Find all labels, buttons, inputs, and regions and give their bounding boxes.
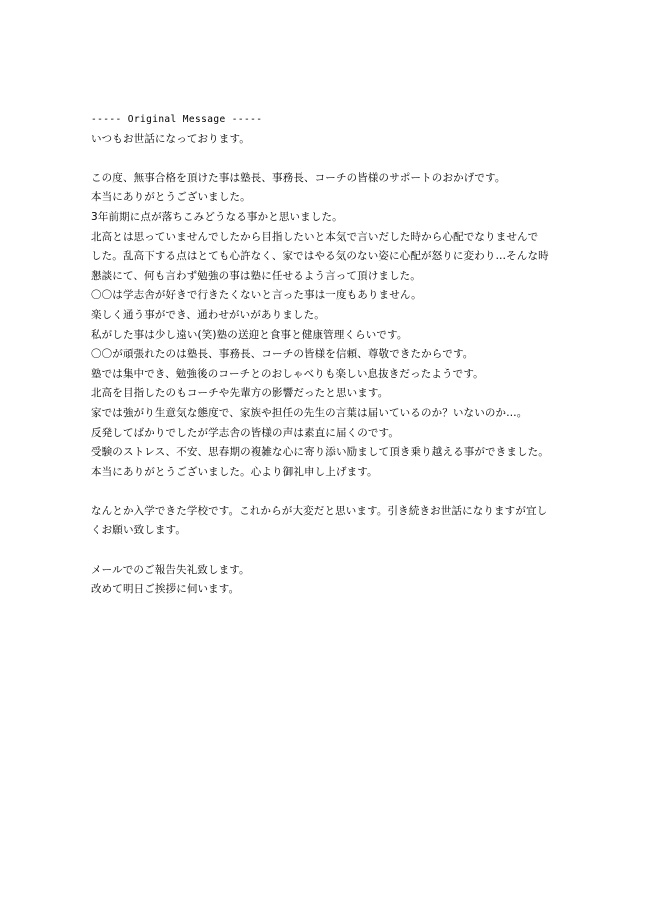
paragraph-line: 北高とは思っていませんでしたから目指したいと本気で言いだした時から心配でなりませんで	[91, 230, 539, 243]
closing-line: メールでのご報告失礼致します。	[91, 563, 250, 576]
paragraph-line: 受験のストレス、不安、思春期の複雑な心に寄り添い励まして頂き乗り越える事ができました。	[91, 446, 549, 459]
paragraph-line: 〇〇が頑張れたのは塾長、事務長、コーチの皆様を信頼、尊敬できたからです。	[91, 348, 474, 361]
blank-line	[91, 541, 571, 561]
paragraph-line: 懇談にて、何も言わず勉強の事は塾に任せるよう言って頂けました。	[91, 269, 421, 282]
paragraph-line: 北高を目指したのもコーチや先輩方の影響だったと思います。	[91, 387, 389, 400]
paragraph-line: 塾では集中でき、勉強後のコーチとのおしゃべりも楽しい息抜きだったようです。	[91, 367, 484, 380]
paragraph-line: この度、無事合格を頂けた事は塾長、事務長、コーチの皆様のサポートのおかげです。	[91, 171, 506, 184]
closing-line: 改めて明日ご挨拶に伺います。	[91, 583, 240, 596]
greeting-line: いつもお世話になっております。	[91, 132, 250, 145]
paragraph-line: 私がした事は少し遠い(笑)塾の送迎と食事と健康管理くらいです。	[91, 328, 408, 341]
blank-line	[91, 149, 571, 169]
letter-body	[91, 110, 571, 600]
paragraph-line: 〇〇は学志舎が好きで行きたくないと言った事は一度もありません。	[91, 289, 422, 302]
original-message-header: ----- Original Message -----	[91, 114, 263, 125]
blank-line	[91, 482, 571, 502]
paragraph-line: 本当にありがとうございました。心より御礼申し上げます。	[91, 465, 378, 478]
paragraph-line: 楽しく通う事ができ、通わせがいがありました。	[91, 308, 325, 321]
paragraph-line: 3年前期に点が落ちこみどうなる事かと思いました。	[91, 210, 343, 223]
paragraph-line: なんとか入学できた学校です。これからが大変だと思います。引き続きお世話になりますが宜し	[91, 504, 548, 517]
paragraph-line: くお願い致します。	[91, 524, 187, 537]
paragraph-line: 本当にありがとうございました。	[91, 191, 251, 204]
paragraph-line: した。乱高下する点はとても心許なく、家ではやる気のない姿に心配が怒りに変わり…そんな時	[91, 250, 549, 263]
paragraph-line: 反発してばかりでしたが学志舎の皆様の声は素直に届くのです。	[91, 426, 400, 439]
paragraph-line: 家では強がり生意気な態度で、家族や担任の先生の言葉は届いているのか？いないのか…。	[91, 406, 528, 419]
